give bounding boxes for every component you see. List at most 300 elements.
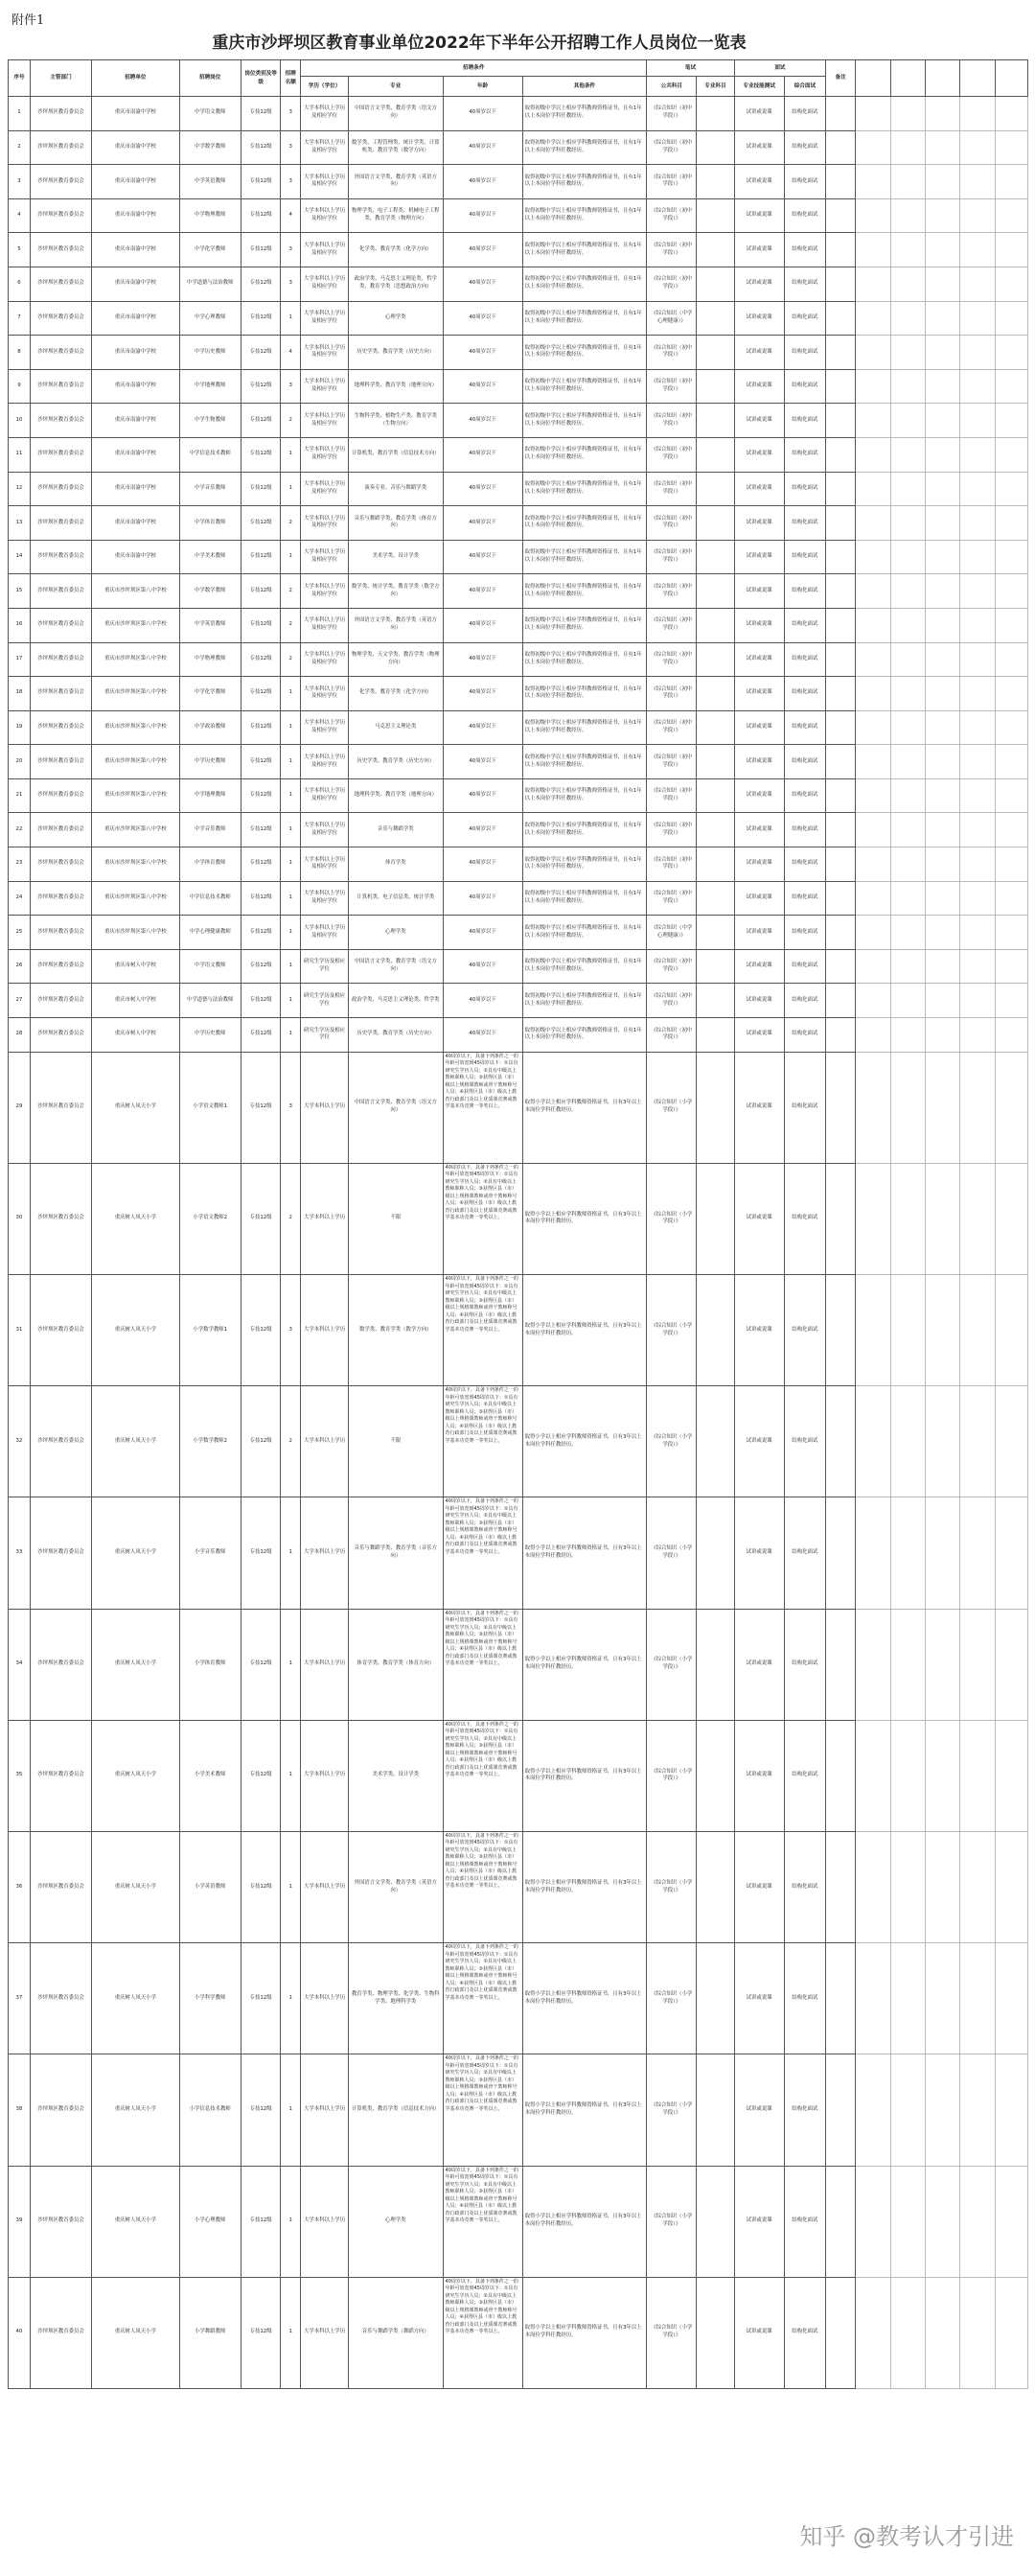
- empty-cell: [960, 1386, 995, 1497]
- post-cell: 小学信息技术教师: [179, 2054, 241, 2166]
- empty-cell: [925, 813, 959, 847]
- table-row: [9, 130, 1028, 165]
- empty-cell: [925, 97, 959, 131]
- col-group-conditions: 招聘条件: [301, 60, 647, 77]
- pub-exam-cell: 《综合知识（初中学段）》: [647, 608, 697, 642]
- interview-method-cell: 试讲或说课: [734, 336, 784, 370]
- post-cell: 小学数学教师1: [179, 1275, 241, 1386]
- count-cell: 1: [281, 2166, 301, 2277]
- dept-cell: 沙坪坝区教育委员会: [30, 1497, 91, 1609]
- interview-form-cell: 结构化面试: [784, 267, 826, 301]
- remark-cell: [826, 778, 856, 813]
- empty-cell: [960, 1609, 995, 1720]
- row-number: 33: [9, 1497, 31, 1609]
- age-cell: 40周岁以下: [443, 847, 522, 882]
- pub-exam-cell: 《综合知识（小学学段）》: [647, 1275, 697, 1386]
- interview-method-cell: 试讲或说课: [734, 198, 784, 233]
- table-row: [9, 916, 1028, 950]
- table-row: [9, 1609, 1028, 1720]
- empty-cell: [925, 881, 959, 916]
- class-cell: 专技12级: [241, 437, 281, 472]
- empty-cell: [890, 1609, 925, 1720]
- count-cell: 3: [281, 165, 301, 199]
- empty-cell: [856, 677, 890, 711]
- age-cell: 40周岁以下: [443, 608, 522, 642]
- class-cell: 专技12级: [241, 881, 281, 916]
- other-cell: 取得初级中学以上相应学科教师资格证书，且有1年以上本岗位学科任教经历。: [522, 916, 647, 950]
- empty-cell: [925, 642, 959, 677]
- col-other: 其他条件: [522, 77, 647, 97]
- empty-cell: [995, 2277, 1027, 2388]
- interview-form-cell: 结构化面试: [784, 1386, 826, 1497]
- unit-cell: 重庆市沙坪坝区第八中学校: [92, 881, 179, 916]
- major-cell: 数学类、统计学类、教育学类（数学方向）: [348, 574, 443, 609]
- dept-cell: 沙坪坝区教育委员会: [30, 949, 91, 984]
- empty-cell: [995, 677, 1027, 711]
- pub-exam-cell: 《综合知识（初中学段）》: [647, 813, 697, 847]
- pub-exam-cell: 《综合知识（初中学段）》: [647, 437, 697, 472]
- empty-cell: [995, 336, 1027, 370]
- class-cell: 专技12级: [241, 301, 281, 336]
- count-cell: 1: [281, 813, 301, 847]
- empty-cell: [960, 916, 995, 950]
- edu-cell: 大学本科以上学历及相应学位: [301, 97, 349, 131]
- table-row: [9, 1720, 1028, 1831]
- other-cell: 取得小学以上相应学科教师资格证书，且有3年以上本岗位学科任教经历。: [522, 1609, 647, 1720]
- edu-cell: 大学本科以上学历及相应学位: [301, 198, 349, 233]
- age-cell: 40周岁以下: [443, 1018, 522, 1053]
- spec-exam-cell: [697, 2277, 734, 2388]
- dept-cell: 沙坪坝区教育委员会: [30, 813, 91, 847]
- age-cell: 40周岁以下: [443, 984, 522, 1018]
- empty-cell: [890, 1018, 925, 1053]
- dept-cell: 沙坪坝区教育委员会: [30, 574, 91, 609]
- class-cell: 专技12级: [241, 1609, 281, 1720]
- count-cell: 1: [281, 710, 301, 745]
- major-cell: 不限: [348, 1386, 443, 1497]
- count-cell: 2: [281, 642, 301, 677]
- count-cell: 1: [281, 984, 301, 1018]
- empty-cell: [925, 165, 959, 199]
- empty-cell: [890, 369, 925, 404]
- count-cell: 3: [281, 130, 301, 165]
- unit-cell: 重庆市南渝中学校: [92, 97, 179, 131]
- count-cell: 1: [281, 778, 301, 813]
- table-row: [9, 165, 1028, 199]
- edu-cell: 大学本科以上学历及相应学位: [301, 540, 349, 574]
- interview-form-cell: 结构化面试: [784, 1831, 826, 1942]
- class-cell: 专技12级: [241, 745, 281, 779]
- interview-form-cell: 结构化面试: [784, 506, 826, 541]
- watermark: 知乎 @教考认才引进: [799, 2523, 1014, 2550]
- remark-cell: [826, 1163, 856, 1274]
- edu-cell: 大学本科以上学历及相应学位: [301, 437, 349, 472]
- empty-cell: [960, 165, 995, 199]
- empty-cell: [995, 301, 1027, 336]
- empty-cell: [995, 1720, 1027, 1831]
- unit-cell: 重庆市沙坪坝区第八中学校: [92, 677, 179, 711]
- class-cell: 专技12级: [241, 2166, 281, 2277]
- major-cell: 不限: [348, 1163, 443, 1274]
- empty-cell: [995, 916, 1027, 950]
- remark-cell: [826, 301, 856, 336]
- dept-cell: 沙坪坝区教育委员会: [30, 1943, 91, 2054]
- empty-col: [960, 60, 995, 97]
- empty-cell: [960, 336, 995, 370]
- interview-method-cell: 试讲或说课: [734, 233, 784, 267]
- empty-cell: [890, 1163, 925, 1274]
- edu-cell: 大学本科以上学历: [301, 2277, 349, 2388]
- row-number: 19: [9, 710, 31, 745]
- other-cell: 取得小学以上相应学科教师资格证书，且有3年以上本岗位学科任教经历。: [522, 1720, 647, 1831]
- interview-method-cell: 试讲或说课: [734, 1018, 784, 1053]
- interview-method-cell: 试讲或说课: [734, 1831, 784, 1942]
- interview-form-cell: 结构化面试: [784, 404, 826, 438]
- pub-exam-cell: 《综合知识（小学学段）》: [647, 1943, 697, 2054]
- spec-exam-cell: [697, 267, 734, 301]
- spec-exam-cell: [697, 2166, 734, 2277]
- empty-col: [856, 60, 890, 97]
- interview-form-cell: 结构化面试: [784, 301, 826, 336]
- major-cell: 美术学类、设计学类: [348, 540, 443, 574]
- interview-form-cell: 结构化面试: [784, 916, 826, 950]
- post-cell: 小学数学教师2: [179, 1386, 241, 1497]
- major-cell: 心理学类: [348, 916, 443, 950]
- post-cell: 中学英语教师: [179, 165, 241, 199]
- empty-cell: [960, 881, 995, 916]
- edu-cell: 大学本科以上学历: [301, 1275, 349, 1386]
- table-row: [9, 1275, 1028, 1386]
- age-cell: 40周岁以下: [443, 574, 522, 609]
- empty-cell: [856, 233, 890, 267]
- table-row: [9, 881, 1028, 916]
- empty-cell: [960, 1831, 995, 1942]
- edu-cell: 研究生学历及相应学位: [301, 949, 349, 984]
- class-cell: 专技12级: [241, 1163, 281, 1274]
- interview-method-cell: 试讲或说课: [734, 1720, 784, 1831]
- unit-cell: 重庆市南渝中学校: [92, 336, 179, 370]
- remark-cell: [826, 506, 856, 541]
- edu-cell: 大学本科以上学历: [301, 2166, 349, 2277]
- empty-cell: [925, 574, 959, 609]
- edu-cell: 大学本科以上学历: [301, 1163, 349, 1274]
- class-cell: 专技12级: [241, 710, 281, 745]
- spec-exam-cell: [697, 506, 734, 541]
- remark-cell: [826, 336, 856, 370]
- table-row: [9, 745, 1028, 779]
- edu-cell: 大学本科以上学历及相应学位: [301, 916, 349, 950]
- post-cell: 中学信息技术教师: [179, 437, 241, 472]
- spec-exam-cell: [697, 233, 734, 267]
- empty-cell: [856, 97, 890, 131]
- col-post: 招聘岗位: [179, 60, 241, 97]
- empty-cell: [890, 984, 925, 1018]
- age-cell: 40周岁以下: [443, 677, 522, 711]
- row-number: 35: [9, 1720, 31, 1831]
- count-cell: 2: [281, 404, 301, 438]
- pub-exam-cell: 《综合知识（初中学段）》: [647, 984, 697, 1018]
- pub-exam-cell: 《综合知识（初中学段）》: [647, 949, 697, 984]
- class-cell: 专技12级: [241, 2054, 281, 2166]
- empty-cell: [960, 506, 995, 541]
- row-number: 20: [9, 745, 31, 779]
- empty-cell: [856, 847, 890, 882]
- major-cell: 演奏专业、音乐与舞蹈学类: [348, 472, 443, 506]
- dept-cell: 沙坪坝区教育委员会: [30, 1831, 91, 1942]
- row-number: 14: [9, 540, 31, 574]
- empty-cell: [856, 745, 890, 779]
- dept-cell: 沙坪坝区教育委员会: [30, 165, 91, 199]
- age-cell: 40周岁以下: [443, 642, 522, 677]
- table-row: [9, 198, 1028, 233]
- empty-cell: [856, 404, 890, 438]
- row-number: 6: [9, 267, 31, 301]
- interview-method-cell: 试讲或说课: [734, 778, 784, 813]
- table-row: [9, 574, 1028, 609]
- other-cell: 取得初级中学以上相应学科教师资格证书，且有1年以上本岗位学科任教经历。: [522, 710, 647, 745]
- col-spec: 专业科目: [697, 77, 734, 97]
- major-cell: 音乐与舞蹈学类（舞蹈方向）: [348, 2277, 443, 2388]
- remark-cell: [826, 130, 856, 165]
- pub-exam-cell: 《综合知识（初中学段）》: [647, 404, 697, 438]
- spec-exam-cell: [697, 608, 734, 642]
- age-cell: 40周岁以下: [443, 745, 522, 779]
- empty-cell: [890, 267, 925, 301]
- class-cell: 专技12级: [241, 778, 281, 813]
- empty-cell: [995, 369, 1027, 404]
- post-cell: 中学政治教师: [179, 710, 241, 745]
- spec-exam-cell: [697, 710, 734, 745]
- other-cell: 取得初级中学以上相应学科教师资格证书，且有1年以上本岗位学科任教经历。: [522, 301, 647, 336]
- post-cell: 小学科学教师: [179, 1943, 241, 2054]
- unit-cell: 重庆树人凤天小学: [92, 1163, 179, 1274]
- empty-cell: [960, 778, 995, 813]
- unit-cell: 重庆市树人中学校: [92, 984, 179, 1018]
- class-cell: 专技12级: [241, 506, 281, 541]
- table-row: [9, 540, 1028, 574]
- major-cell: 数学类、工程管理类、统计学类、计算机类、教育学类（数学方向）: [348, 130, 443, 165]
- class-cell: 专技12级: [241, 1831, 281, 1942]
- dept-cell: 沙坪坝区教育委员会: [30, 472, 91, 506]
- age-cell: 40周岁以下: [443, 165, 522, 199]
- spec-exam-cell: [697, 574, 734, 609]
- table-row: [9, 949, 1028, 984]
- pub-exam-cell: 《综合知识（初中学段）》: [647, 778, 697, 813]
- empty-cell: [856, 369, 890, 404]
- major-cell: 中国语言文学类、教育学类（语文方向）: [348, 949, 443, 984]
- other-cell: 取得初级中学以上相应学科教师资格证书，且有1年以上本岗位学科任教经历。: [522, 165, 647, 199]
- empty-cell: [960, 233, 995, 267]
- empty-cell: [856, 540, 890, 574]
- interview-method-cell: 试讲或说课: [734, 916, 784, 950]
- interview-method-cell: 试讲或说课: [734, 1609, 784, 1720]
- interview-method-cell: 试讲或说课: [734, 404, 784, 438]
- empty-cell: [995, 1052, 1027, 1163]
- count-cell: 1: [281, 847, 301, 882]
- unit-cell: 重庆市沙坪坝区第八中学校: [92, 710, 179, 745]
- major-cell: 政治学类、马克思主义理论类、哲学类: [348, 984, 443, 1018]
- edu-cell: 大学本科以上学历: [301, 1609, 349, 1720]
- spec-exam-cell: [697, 881, 734, 916]
- unit-cell: 重庆市沙坪坝区第八中学校: [92, 745, 179, 779]
- class-cell: 专技12级: [241, 847, 281, 882]
- major-cell: 数学类、教育学类（数学方向）: [348, 1275, 443, 1386]
- interview-form-cell: 结构化面试: [784, 1609, 826, 1720]
- age-cell: 40周岁以下: [443, 97, 522, 131]
- interview-form-cell: 结构化面试: [784, 1943, 826, 2054]
- unit-cell: 重庆市南渝中学校: [92, 267, 179, 301]
- major-cell: 马克思主义理论类: [348, 710, 443, 745]
- remark-cell: [826, 369, 856, 404]
- table-row: [9, 1163, 1028, 1274]
- unit-cell: 重庆树人凤天小学: [92, 1275, 179, 1386]
- interview-form-cell: 结构化面试: [784, 677, 826, 711]
- other-cell: 取得初级中学以上相应学科教师资格证书，且有1年以上本岗位学科任教经历。: [522, 642, 647, 677]
- remark-cell: [826, 949, 856, 984]
- empty-cell: [995, 165, 1027, 199]
- row-number: 40: [9, 2277, 31, 2388]
- empty-cell: [856, 608, 890, 642]
- pub-exam-cell: 《综合知识（小学学段）》: [647, 1052, 697, 1163]
- edu-cell: 大学本科以上学历及相应学位: [301, 130, 349, 165]
- interview-method-cell: 试讲或说课: [734, 472, 784, 506]
- pub-exam-cell: 《综合知识（初中学段）》: [647, 677, 697, 711]
- age-requirement-cell: 40周岁以下，具备下列条件之一的年龄可放宽到45周岁以下：①具有研究生学历人员；②具有中级以上教师职称人员；③获得区县（市）级以上规格课教师或骨干教师称号人员；④获得区县（市）级以上教育行政部门及以上优质课竞赛或教学基本功竞赛一等奖以上。: [443, 1386, 522, 1497]
- row-number: 22: [9, 813, 31, 847]
- empty-cell: [995, 267, 1027, 301]
- empty-cell: [890, 1831, 925, 1942]
- remark-cell: [826, 2166, 856, 2277]
- class-cell: 专技12级: [241, 198, 281, 233]
- empty-cell: [960, 745, 995, 779]
- empty-cell: [856, 2277, 890, 2388]
- unit-cell: 重庆树人凤天小学: [92, 1052, 179, 1163]
- other-cell: 取得初级中学以上相应学科教师资格证书，且有1年以上本岗位学科任教经历。: [522, 778, 647, 813]
- class-cell: 专技12级: [241, 97, 281, 131]
- pub-exam-cell: 《综合知识（初中学段）》: [647, 745, 697, 779]
- remark-cell: [826, 404, 856, 438]
- remark-cell: [826, 984, 856, 1018]
- other-cell: 取得初级中学以上相应学科教师资格证书，且有1年以上本岗位学科任教经历。: [522, 540, 647, 574]
- post-cell: 中学地理教师: [179, 778, 241, 813]
- interview-form-cell: 结构化面试: [784, 472, 826, 506]
- empty-cell: [890, 301, 925, 336]
- table-row: [9, 369, 1028, 404]
- class-cell: 专技12级: [241, 165, 281, 199]
- positions-table: [8, 59, 1028, 2389]
- other-cell: 取得初级中学以上相应学科教师资格证书，且有1年以上本岗位学科任教经历。: [522, 437, 647, 472]
- empty-cell: [960, 267, 995, 301]
- major-cell: 计算机类、教育学类（信息技术方向）: [348, 437, 443, 472]
- pub-exam-cell: 《综合知识（小学学段）》: [647, 1720, 697, 1831]
- table-row: [9, 642, 1028, 677]
- unit-cell: 重庆市沙坪坝区第八中学校: [92, 813, 179, 847]
- other-cell: 取得初级中学以上相应学科教师资格证书，且有1年以上本岗位学科任教经历。: [522, 130, 647, 165]
- remark-cell: [826, 1018, 856, 1053]
- interview-form-cell: 结构化面试: [784, 984, 826, 1018]
- post-cell: 小学语文教师1: [179, 1052, 241, 1163]
- row-number: 29: [9, 1052, 31, 1163]
- dept-cell: 沙坪坝区教育委员会: [30, 710, 91, 745]
- dept-cell: 沙坪坝区教育委员会: [30, 130, 91, 165]
- post-cell: 中学语文教师: [179, 97, 241, 131]
- age-cell: 40周岁以下: [443, 336, 522, 370]
- empty-cell: [960, 2277, 995, 2388]
- spec-exam-cell: [697, 97, 734, 131]
- interview-form-cell: 结构化面试: [784, 2277, 826, 2388]
- empty-cell: [925, 506, 959, 541]
- empty-cell: [890, 2054, 925, 2166]
- post-cell: 中学心理教师: [179, 301, 241, 336]
- empty-cell: [925, 301, 959, 336]
- count-cell: 1: [281, 1609, 301, 1720]
- major-cell: 中国语言文学类、教育学类（语文方向）: [348, 1052, 443, 1163]
- row-number: 11: [9, 437, 31, 472]
- row-number: 30: [9, 1163, 31, 1274]
- remark-cell: [826, 1275, 856, 1386]
- row-number: 36: [9, 1831, 31, 1942]
- row-number: 1: [9, 97, 31, 131]
- dept-cell: 沙坪坝区教育委员会: [30, 778, 91, 813]
- empty-cell: [960, 198, 995, 233]
- remark-cell: [826, 2054, 856, 2166]
- dept-cell: 沙坪坝区教育委员会: [30, 198, 91, 233]
- interview-method-cell: 试讲或说课: [734, 1052, 784, 1163]
- empty-cell: [856, 916, 890, 950]
- interview-method-cell: 试讲或说课: [734, 881, 784, 916]
- empty-cell: [925, 198, 959, 233]
- class-cell: 专技12级: [241, 540, 281, 574]
- empty-cell: [925, 1831, 959, 1942]
- spec-exam-cell: [697, 1163, 734, 1274]
- post-cell: 中学信息技术教师: [179, 881, 241, 916]
- interview-method-cell: 试讲或说课: [734, 710, 784, 745]
- unit-cell: 重庆市沙坪坝区第八中学校: [92, 778, 179, 813]
- count-cell: 1: [281, 2277, 301, 2388]
- age-cell: 40周岁以下: [443, 506, 522, 541]
- pub-exam-cell: 《综合知识（初中学段）》: [647, 472, 697, 506]
- interview-form-cell: 结构化面试: [784, 233, 826, 267]
- pub-exam-cell: 《综合知识（初中学段）》: [647, 881, 697, 916]
- table-row: [9, 301, 1028, 336]
- empty-cell: [925, 1275, 959, 1386]
- edu-cell: 大学本科以上学历及相应学位: [301, 745, 349, 779]
- pub-exam-cell: 《综合知识（初中学段）》: [647, 506, 697, 541]
- count-cell: 1: [281, 1831, 301, 1942]
- age-requirement-cell: 40周岁以下，具备下列条件之一的年龄可放宽到45周岁以下：①具有研究生学历人员；②具有中级以上教师职称人员；③获得区县（市）级以上规格课教师或骨干教师称号人员；④获得区县（市）级以上教育行政部门及以上优质课竞赛或教学基本功竞赛一等奖以上。: [443, 1052, 522, 1163]
- major-cell: 心理学类: [348, 301, 443, 336]
- page-title: 重庆市沙坪坝区教育事业单位2022年下半年公开招聘工作人员岗位一览表: [212, 34, 747, 53]
- empty-cell: [960, 847, 995, 882]
- col-count: 招聘名额: [281, 60, 301, 97]
- spec-exam-cell: [697, 336, 734, 370]
- edu-cell: 大学本科以上学历及相应学位: [301, 881, 349, 916]
- unit-cell: 重庆树人凤天小学: [92, 1720, 179, 1831]
- edu-cell: 大学本科以上学历及相应学位: [301, 267, 349, 301]
- interview-form-cell: 结构化面试: [784, 336, 826, 370]
- interview-method-cell: 试讲或说课: [734, 2166, 784, 2277]
- table-row: [9, 267, 1028, 301]
- spec-exam-cell: [697, 1275, 734, 1386]
- post-cell: 中学历史教师: [179, 745, 241, 779]
- post-cell: 中学历史教师: [179, 336, 241, 370]
- remark-cell: [826, 847, 856, 882]
- pub-exam-cell: 《综合知识（小学学段）》: [647, 2166, 697, 2277]
- unit-cell: 重庆市沙坪坝区第八中学校: [92, 574, 179, 609]
- dept-cell: 沙坪坝区教育委员会: [30, 404, 91, 438]
- unit-cell: 重庆树人凤天小学: [92, 1497, 179, 1609]
- interview-method-cell: 试讲或说课: [734, 642, 784, 677]
